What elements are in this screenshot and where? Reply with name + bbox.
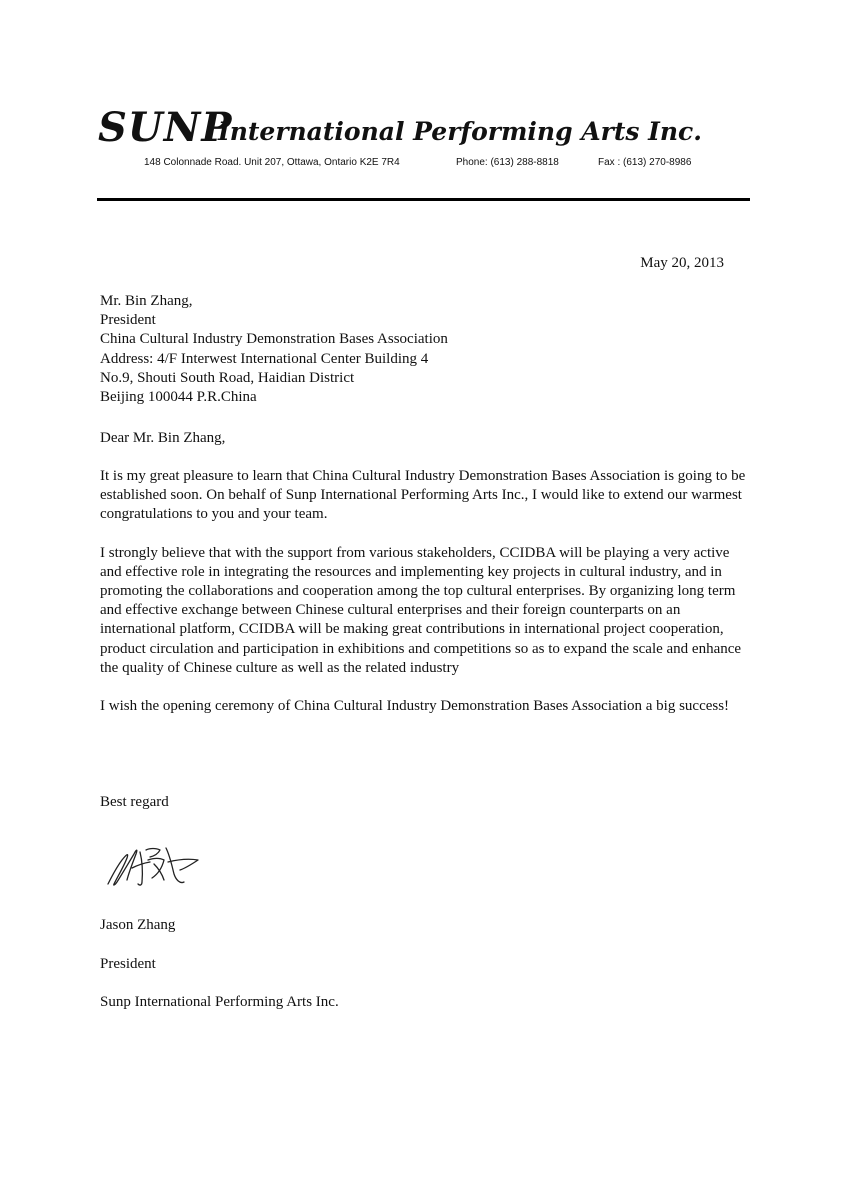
company-address: 148 Colonnade Road. Unit 207, Ottawa, Ontario K2E 7R4 bbox=[144, 157, 400, 168]
letterhead bbox=[0, 0, 848, 210]
letter-date: May 20, 2013 bbox=[640, 255, 724, 271]
recipient-title: President bbox=[100, 312, 156, 329]
company-fax: Fax : (613) 270-8986 bbox=[598, 157, 692, 168]
recipient-address-line-2: No.9, Shouti South Road, Haidian District bbox=[100, 369, 355, 386]
company-phone: Phone: (613) 288-8818 bbox=[456, 157, 559, 168]
body-paragraph-3: I wish the opening ceremony of China Cultural Industry Demonstration Bases Association a big success! bbox=[100, 698, 730, 715]
recipient-block bbox=[100, 292, 760, 407]
signer-company: Sunp International Performing Arts Inc. bbox=[100, 994, 339, 1010]
recipient-address-line-3: Beijing 100044 P.R.China bbox=[100, 389, 257, 406]
body-paragraph-2: I strongly believe that with the support from various stakeholders, CCIDBA will be playing a very active and effective role in integrating the resources and implementing key projects in cultural industry, and in promoting the collaborations and cooperation among the top cultural enterprises. By organizing long term and effective exchange between Chinese cultural enterprises and their foreign counterparts on an international platform, CCIDBA will be making great contributions in international project cooperation, product circulation and participation in exhibitions and competitions so as to expand the scale and enhance the quality of Chinese culture as well as the related industry bbox=[100, 544, 742, 676]
company-name: International Performing Arts Inc. bbox=[218, 117, 702, 146]
contact-line bbox=[144, 156, 691, 170]
recipient-organization: China Cultural Industry Demonstration Bases Association bbox=[100, 331, 448, 348]
signature-icon bbox=[102, 838, 202, 890]
body-paragraph-1: It is my great pleasure to learn that China Cultural Industry Demonstration Bases Association is going to be established soon. On behalf of Sunp International Performing Arts Inc., I would like to extend our warmest congratulations to you and your team. bbox=[100, 468, 746, 523]
signer-name: Jason Zhang bbox=[100, 917, 176, 933]
salutation: Dear Mr. Bin Zhang, bbox=[100, 430, 226, 446]
letterhead-divider bbox=[97, 198, 750, 201]
recipient-name: Mr. Bin Zhang, bbox=[100, 293, 193, 309]
signer-title: President bbox=[100, 956, 156, 972]
closing: Best regard bbox=[100, 794, 169, 810]
letter-body bbox=[100, 467, 752, 735]
sunp-logo: SUNP bbox=[98, 104, 233, 151]
recipient-address-line-1: Address: 4/F Interwest International Center Building 4 bbox=[100, 350, 429, 367]
